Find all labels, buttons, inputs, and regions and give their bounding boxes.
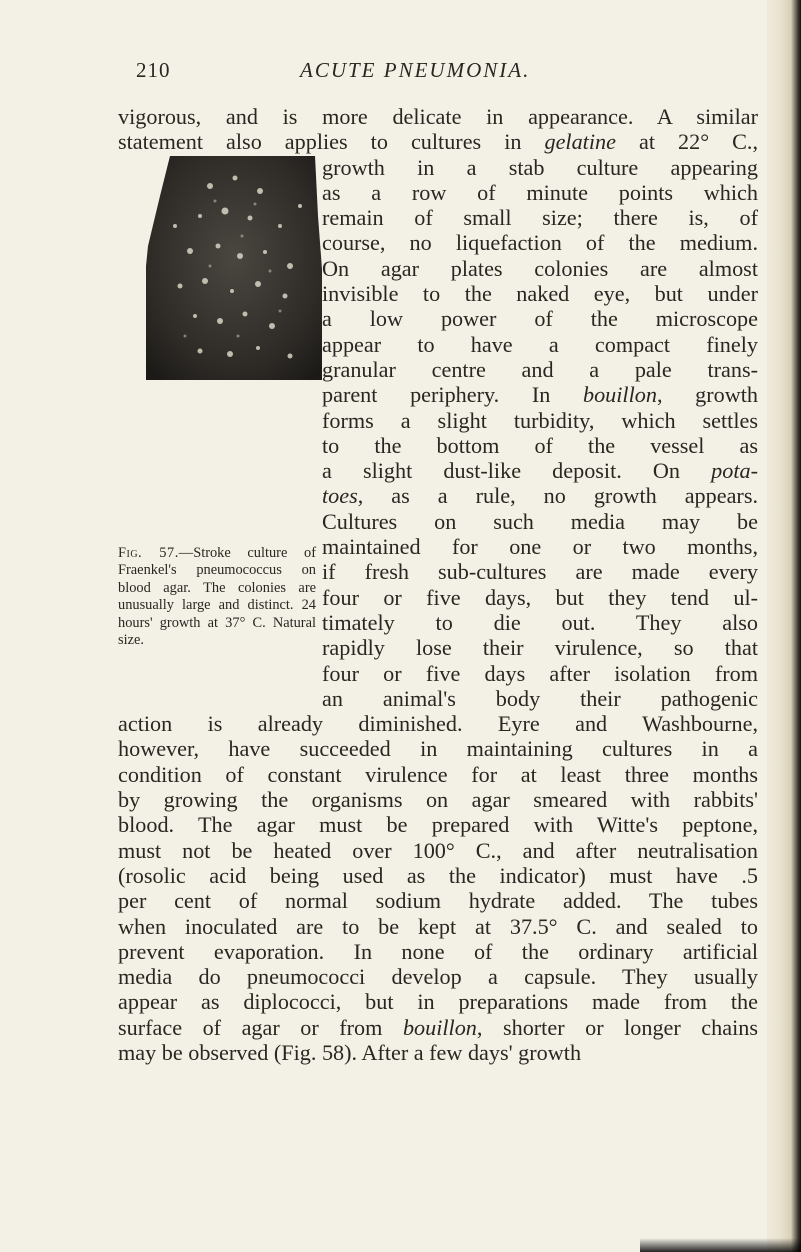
figure-caption-label: Fig. 57. [118, 545, 179, 561]
text-line: statement also applies to cultures in gelatine at 22° C., [118, 129, 758, 155]
text-line: appear as diplococci, but in preparations made from the [118, 989, 758, 1015]
text-line: must not be heated over 100° C., and after neutralisation [118, 837, 758, 863]
text-line: maintained for one or two months, [322, 534, 758, 560]
text-line: media do pneumococci develop a capsule. They usually [118, 964, 758, 990]
text-line: may be observed (Fig. 58). After a few days' growth [118, 1039, 582, 1065]
text-line: growth in a stab culture appearing [322, 154, 758, 180]
text-line: blood. The agar must be prepared with Witte's peptone, [118, 812, 758, 838]
text-line: action is already diminished. Eyre and Washbourne, [118, 711, 758, 737]
text-line: prevent evaporation. In none of the ordinary artificial [118, 938, 758, 964]
text-line: to the bottom of the vessel as [322, 432, 758, 458]
text-line: four or five days after isolation from [322, 660, 758, 686]
text-line: rapidly lose their virulence, so that [322, 635, 758, 661]
text-line: invisible to the naked eye, but under [322, 281, 758, 307]
text-line: as a row of minute points which [322, 179, 758, 205]
text-line: course, no liquefaction of the medium. [322, 230, 758, 256]
text-line: On agar plates colonies are almost [322, 255, 758, 281]
text-line: granular centre and a pale trans- [322, 356, 758, 382]
text-line: if fresh sub-cultures are made every [322, 559, 758, 585]
text-line: a slight dust-like deposit. On pota- [322, 458, 758, 484]
paragraph-bottom [118, 711, 758, 1065]
figure-caption-text: —Stroke culture of Fraenkel's pneumococcus on blood agar. The colonies are unusually large and distinct. 24 hours' growth at 37° C. Natural size. [118, 545, 316, 649]
text-line: condition of constant virulence for at least three months [118, 761, 758, 787]
text-line: by growing the organisms on agar smeared with rabbits' [118, 787, 758, 813]
paragraph-indented [118, 155, 758, 712]
running-title: ACUTE PNEUMONIA. [300, 58, 531, 82]
text-line: when inoculated are to be kept at 37.5° C. and sealed to [118, 913, 758, 939]
text-line: a low power of the microscope [322, 306, 758, 332]
text-line: remain of small size; there is, of [322, 205, 758, 231]
body-text [118, 104, 758, 1065]
running-head [0, 58, 801, 88]
page-edge-shadow [767, 0, 801, 1252]
text-line: Cultures on such media may be [322, 508, 758, 534]
text-line: forms a slight turbidity, which settles [322, 407, 758, 433]
text-line: timately to die out. They also [322, 609, 758, 635]
text-line: however, have succeeded in maintaining cultures in a [118, 736, 758, 762]
text-line: appear to have a compact finely [322, 331, 758, 357]
text-line: surface of agar or from bouillon, shorter or longer chains [118, 1014, 758, 1040]
text-line: vigorous, and is more delicate in appearance. A similar [118, 104, 758, 129]
text-line: toes, as a rule, no growth appears. [322, 483, 758, 509]
text-line: an animal's body their pathogenic [322, 685, 758, 711]
text-line: four or five days, but they tend ul- [322, 584, 758, 610]
text-line: parent periphery. In bouillon, growth [322, 382, 759, 408]
text-line: per cent of normal sodium hydrate added. The tubes [118, 888, 758, 914]
text-line: (rosolic acid being used as the indicator) must have .5 [118, 862, 758, 888]
paragraph-top [118, 104, 758, 155]
page-bottom-shadow [640, 1238, 801, 1252]
page-number: 210 [136, 58, 171, 82]
